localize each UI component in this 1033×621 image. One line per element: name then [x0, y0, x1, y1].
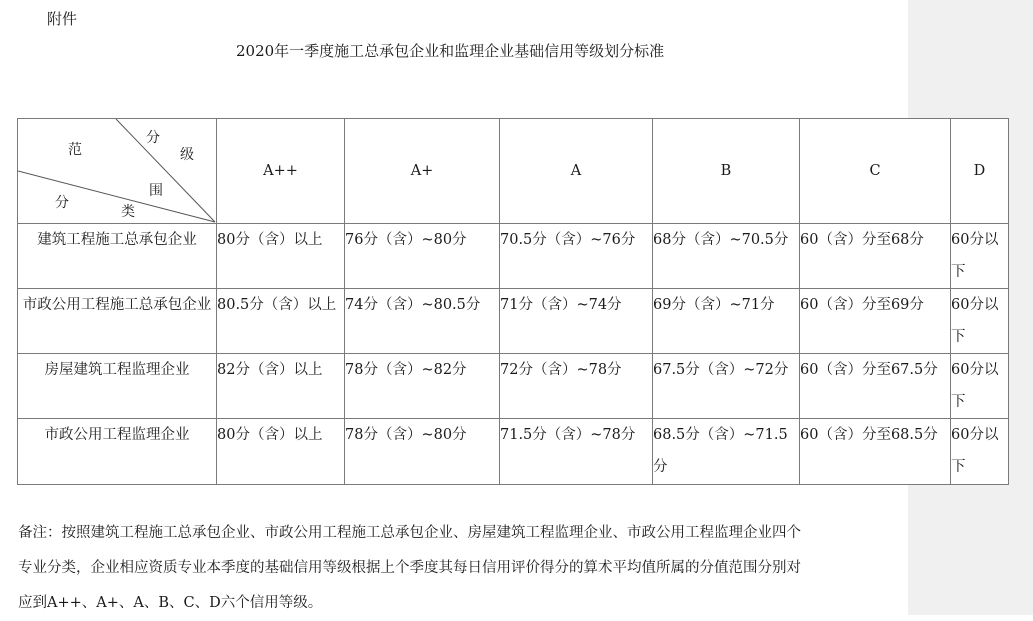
table-cell: 68分（含）~70.5分 — [653, 224, 800, 289]
corner-label: 围 — [149, 183, 163, 199]
column-header-a-plus-plus: A++ — [217, 119, 345, 224]
table-cell: 74分（含）~80.5分 — [345, 289, 500, 354]
table-cell: 67.5分（含）~72分 — [653, 354, 800, 419]
table-cell: 60分以下 — [951, 354, 1009, 419]
page-title: 2020年一季度施工总承包企业和监理企业基础信用等级划分标准 — [236, 42, 665, 60]
table-cell: 60分以下 — [951, 419, 1009, 485]
table-cell: 76分（含）~80分 — [345, 224, 500, 289]
table-cell: 60分以下 — [951, 289, 1009, 354]
table-cell: 80分（含）以上 — [217, 224, 345, 289]
table-cell: 60（含）分至68分 — [800, 224, 951, 289]
footnote-line: 备注：按照建筑工程施工总承包企业、市政公用工程施工总承包企业、房屋建筑工程监理企业、市政公用工程监理企业四个 — [18, 525, 801, 541]
table-cell: 72分（含）~78分 — [500, 354, 653, 419]
column-header-a: A — [500, 119, 653, 224]
table-cell: 71分（含）~74分 — [500, 289, 653, 354]
row-category: 市政公用工程施工总承包企业 — [18, 289, 217, 354]
footnote-line: 专业分类，企业相应资质专业本季度的基础信用等级根据上个季度其每日信用评价得分的算术平均值所属的分值范围分别对 — [18, 560, 801, 576]
table-row — [18, 419, 1009, 485]
diagonal-lines — [18, 119, 216, 223]
table-header-row — [18, 119, 1009, 224]
diagonal-header-cell — [18, 119, 217, 224]
row-category: 房屋建筑工程监理企业 — [18, 354, 217, 419]
corner-label: 分 — [55, 195, 69, 211]
table-cell: 71.5分（含）~78分 — [500, 419, 653, 485]
corner-label: 范 — [68, 142, 82, 158]
attachment-label: 附件 — [47, 10, 78, 28]
table-cell: 82分（含）以上 — [217, 354, 345, 419]
column-header-c: C — [800, 119, 951, 224]
table-cell: 70.5分（含）~76分 — [500, 224, 653, 289]
corner-label: 级 — [180, 147, 194, 163]
table-cell: 80分（含）以上 — [217, 419, 345, 485]
table-row — [18, 224, 1009, 289]
row-category: 市政公用工程监理企业 — [18, 419, 217, 485]
column-header-a-plus: A+ — [345, 119, 500, 224]
table-cell: 68.5分（含）~71.5分 — [653, 419, 800, 485]
footnote-line: 应到A++、A+、A、B、C、D六个信用等级。 — [18, 595, 323, 611]
row-category: 建筑工程施工总承包企业 — [18, 224, 217, 289]
table-cell: 60分以下 — [951, 224, 1009, 289]
column-header-d: D — [951, 119, 1009, 224]
table-cell: 78分（含）~82分 — [345, 354, 500, 419]
table-cell: 80.5分（含）以上 — [217, 289, 345, 354]
column-header-b: B — [653, 119, 800, 224]
table-row — [18, 289, 1009, 354]
corner-label: 类 — [121, 204, 135, 220]
table-row — [18, 354, 1009, 419]
table-cell: 69分（含）~71分 — [653, 289, 800, 354]
footnote — [18, 516, 898, 621]
table-cell: 60（含）分至68.5分 — [800, 419, 951, 485]
table-cell: 78分（含）~80分 — [345, 419, 500, 485]
table-cell: 60（含）分至67.5分 — [800, 354, 951, 419]
corner-label: 分 — [146, 130, 160, 146]
table-cell: 60（含）分至69分 — [800, 289, 951, 354]
credit-grade-table — [17, 118, 1009, 485]
